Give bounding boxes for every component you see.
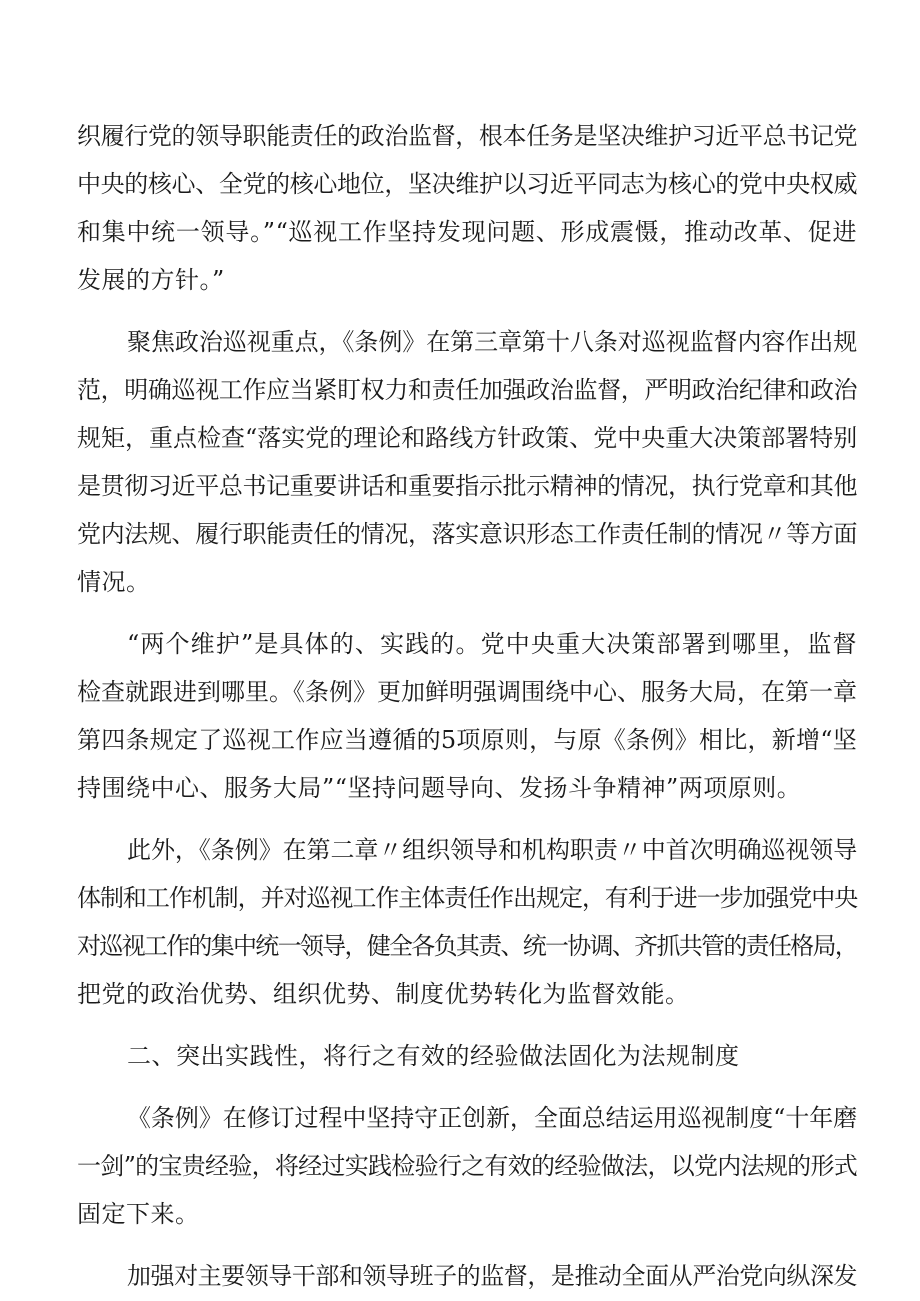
paragraph-line: 中央的核心、全党的核心地位，坚决维护以习近平同志为核心的党中央权威 xyxy=(77,170,857,198)
paragraph-gap xyxy=(77,606,857,620)
paragraph-line: 加强对主要领导干部和领导班子的监督，是推动全面从严治党向纵深发 xyxy=(127,1262,857,1290)
paragraph-line: “两个维护”是具体的、实践的。党中央重大决策部署到哪里，监督 xyxy=(127,630,857,658)
paragraph-line: 党内法规、履行职能责任的情况，落实意识形态工作责任制的情况〃等方面 xyxy=(77,520,857,548)
paragraph-line: 持围绕中心、服务大局”“坚持问题导向、发扬斗争精神”两项原则。 xyxy=(77,774,802,802)
paragraph-line: 范，明确巡视工作应当紧盯权力和责任加强政治监督，严明政治纪律和政治 xyxy=(77,376,857,404)
section-heading: 二、突出实践性，将行之有效的经验做法固化为法规制度 xyxy=(127,1042,740,1070)
paragraph-line: 织履行党的领导职能责任的政治监督，根本任务是坚决维护习近平总书记党 xyxy=(77,122,857,150)
paragraph-gap xyxy=(77,1238,857,1252)
paragraph-gap xyxy=(77,1080,857,1094)
paragraph-line: 把党的政治优势、组织优势、制度优势转化为监督效能。 xyxy=(77,980,690,1008)
paragraph-line: 和集中统一领导。”“巡视工作坚持发现问题、形成震慑，推动改革、促进 xyxy=(77,218,857,246)
paragraph-line: 聚焦政治巡视重点，《条例》在第三章第十八条对巡视监督内容作出规 xyxy=(127,328,857,356)
paragraph-line: 是贯彻习近平总书记重要讲话和重要指示批示精神的情况，执行党章和其他 xyxy=(77,472,857,500)
paragraph-gap xyxy=(77,304,857,318)
paragraph-line: 一剑”的宝贵经验，将经过实践检验行之有效的经验做法，以党内法规的形式 xyxy=(77,1152,857,1180)
paragraph-gap xyxy=(77,812,857,826)
document-body xyxy=(77,112,857,1300)
paragraph-line: 对巡视工作的集中统一领导，健全各负其责、统一协调、齐抓共管的责任格局， xyxy=(77,932,857,960)
paragraph-line: 《条例》在修订过程中坚持守正创新，全面总结运用巡视制度“十年磨 xyxy=(127,1104,857,1132)
paragraph-line: 发展的方针。” xyxy=(77,266,225,294)
paragraph-line: 检查就跟进到哪里。《条例》更加鲜明强调围绕中心、服务大局，在第一章 xyxy=(77,678,857,706)
paragraph-line: 体制和工作机制，并对巡视工作主体责任作出规定，有利于进一步加强党中央 xyxy=(77,884,857,912)
paragraph-line: 规矩，重点检查“落实党的理论和路线方针政策、党中央重大决策部署特别 xyxy=(77,424,858,452)
paragraph-line: 固定下来。 xyxy=(77,1200,200,1228)
paragraph-gap xyxy=(77,1018,857,1032)
paragraph-line: 第四条规定了巡视工作应当遵循的5项原则，与原《条例》相比，新增“坚 xyxy=(77,726,857,754)
paragraph-line: 此外，《条例》在第二章〃组织领导和机构职责〃中首次明确巡视领导 xyxy=(127,836,857,864)
paragraph-line: 情况。 xyxy=(77,568,151,596)
